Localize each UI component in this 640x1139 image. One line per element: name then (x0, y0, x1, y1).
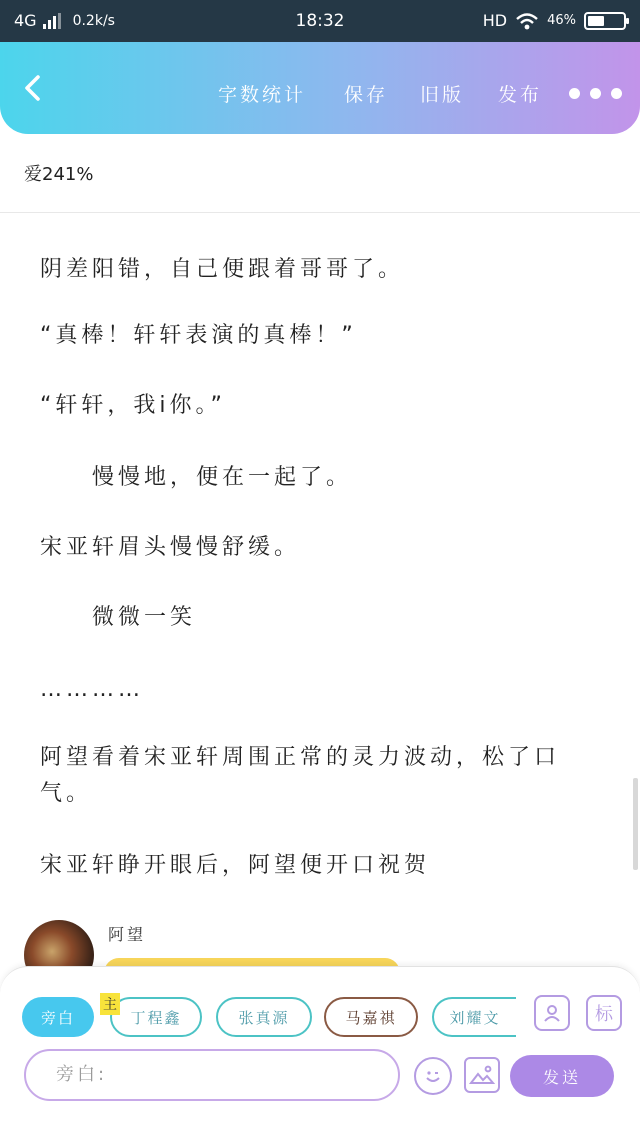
top-navigation-bar (0, 42, 640, 134)
publish-button[interactable]: 发布 (498, 84, 543, 106)
scrollbar[interactable] (633, 778, 638, 870)
back-chevron-icon[interactable] (18, 72, 50, 104)
paragraph: 宋亚轩睁开眼后，阿望便开口祝贺 (40, 853, 431, 878)
paragraph: “真棒！轩轩表演的真棒！” (40, 323, 357, 348)
status-bar (0, 0, 640, 42)
input-panel (0, 966, 640, 1139)
smile-icon[interactable] (414, 1057, 452, 1095)
word-count-button[interactable]: 字数统计 (218, 84, 307, 106)
network-speed: 0.2k/s (72, 12, 115, 29)
paragraph: “轩轩，我i你。” (40, 393, 226, 418)
send-button[interactable]: 发送 (510, 1055, 614, 1097)
paragraph: 阿望看着宋亚轩周围正常的灵力波动，松了口气。 (40, 745, 561, 806)
tag-icon[interactable]: 标 (586, 995, 622, 1031)
status-right (483, 11, 626, 30)
message-sender: 阿望 (108, 925, 147, 944)
old-version-button[interactable]: 旧版 (420, 84, 465, 106)
hd-indicator: HD (482, 11, 508, 30)
battery-percent: 46% (547, 13, 576, 28)
person-card-icon[interactable] (534, 995, 570, 1031)
battery-icon (584, 12, 626, 30)
message-input-box[interactable] (24, 1049, 400, 1101)
paragraph: 阴差阳错，自己便跟着哥哥了。 (40, 257, 405, 282)
save-button[interactable]: 保存 (344, 84, 389, 106)
wifi-icon (515, 12, 539, 30)
role-chip[interactable]: 马嘉祺 (324, 997, 418, 1037)
chapter-title-row[interactable] (0, 134, 640, 213)
paragraph: 微微一笑 (40, 605, 197, 630)
role-chip[interactable]: 张真源 (216, 997, 312, 1037)
role-chip[interactable]: 刘耀文 (432, 997, 516, 1037)
role-chip[interactable]: 丁程鑫 (110, 997, 202, 1037)
image-icon[interactable] (464, 1057, 500, 1093)
paragraph: ………… (40, 677, 144, 702)
paragraph: 宋亚轩眉头慢慢舒缓。 (40, 535, 301, 560)
paragraph: 慢慢地，便在一起了。 (40, 465, 353, 490)
network-type: 4G (14, 11, 37, 30)
clock: 18:32 (295, 11, 345, 31)
message-input[interactable] (54, 1063, 378, 1086)
more-options-icon[interactable] (569, 88, 622, 99)
role-narrator-chip[interactable]: 旁白 (22, 997, 94, 1037)
main-role-badge: 主 (100, 993, 120, 1015)
chapter-title: 爱241% (24, 164, 94, 185)
